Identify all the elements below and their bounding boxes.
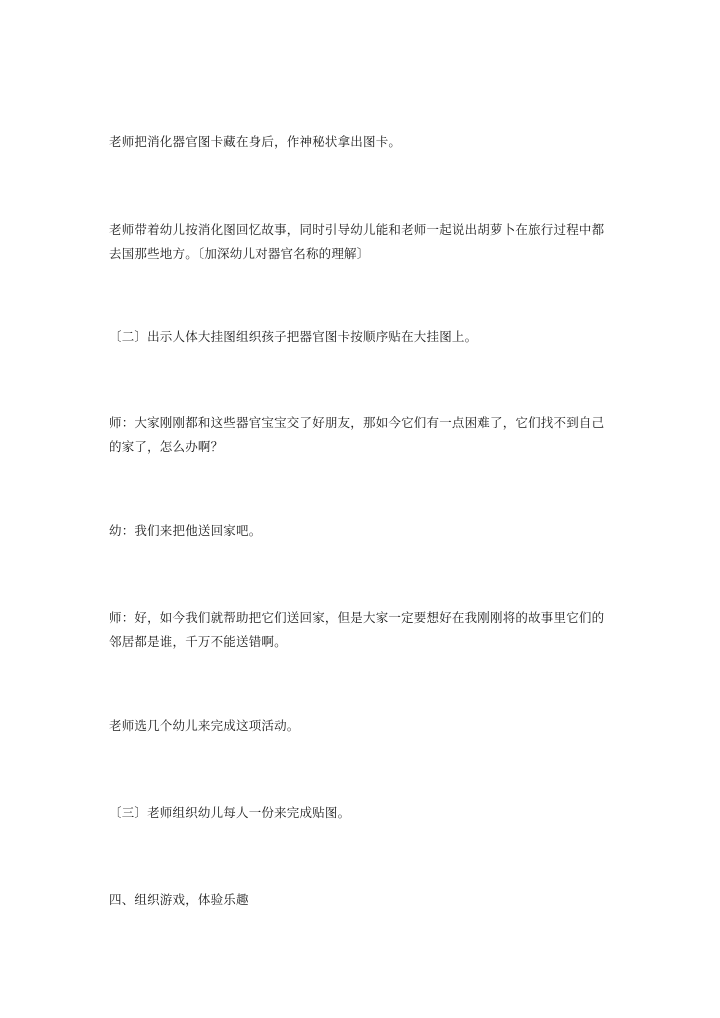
paragraph-child-answer: 幼：我们来把他送回家吧。 [109, 523, 262, 538]
paragraph-recall-story: 老师带着幼儿按消化图回忆故事，同时引导幼儿能和老师一起说出胡萝卜在旅行过程中都去国那些地方。〔加深幼儿对器官名称的理解〕 [109, 222, 605, 261]
paragraph-teacher-instruction: 师：好，如今我们就帮助把它们送回家，但是大家一定要想好在我刚刚将的故事里它们的邻居都是谁，千万不能送错啊。 [109, 610, 605, 649]
paragraph-teacher-shows-cards: 老师把消化器官图卡藏在身后，作神秘状拿出图卡。 [109, 134, 402, 149]
paragraph-teacher-question: 师：大家刚刚都和这些器官宝宝交了好朋友，那如今它们有一点困难了，它们找不到自己的家了，怎么办啊？ [109, 415, 605, 454]
section-heading-four: 四、组织游戏，体验乐趣 [109, 892, 249, 907]
paragraph-section-three: 〔三〕老师组织幼儿每人一份来完成贴图。 [109, 805, 351, 820]
paragraph-select-children: 老师选几个幼儿来完成这项活动。 [109, 718, 300, 733]
paragraph-section-two: 〔二〕出示人体大挂图组织孩子把器官图卡按顺序贴在大挂图上。 [109, 329, 478, 344]
